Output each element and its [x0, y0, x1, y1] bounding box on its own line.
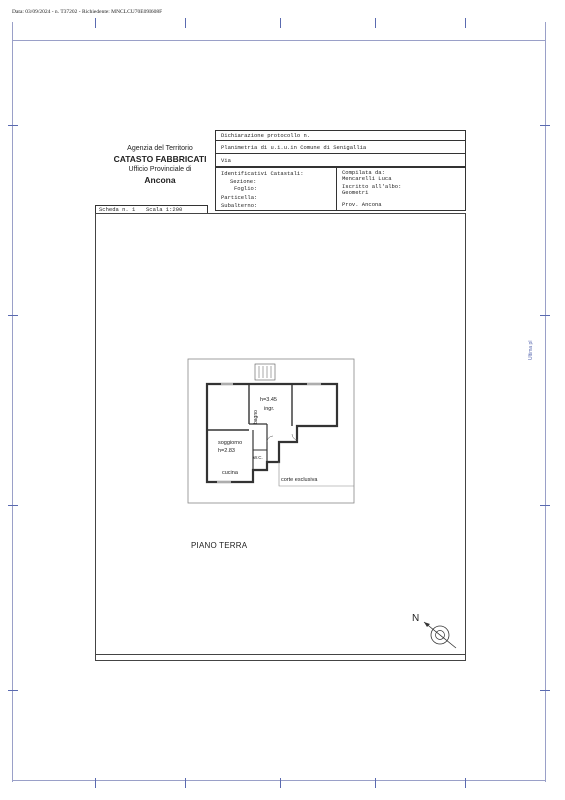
agency-heading	[100, 144, 220, 186]
scheda-label: Scheda n. 1	[99, 206, 136, 213]
guide-line-left	[12, 22, 13, 782]
via-field: Via	[221, 157, 231, 164]
margin-tick	[465, 778, 466, 788]
margin-tick	[8, 315, 18, 316]
corte-label: corte esclusiva	[281, 477, 318, 483]
compiled-by-label: Compilata da:	[342, 169, 385, 176]
identifiers-title: Identificativi Catastali:	[221, 170, 304, 177]
protocol-field: Dichiarazione protocollo n.	[221, 132, 311, 139]
margin-tick	[185, 18, 186, 28]
margin-tick	[185, 778, 186, 788]
margin-tick	[8, 505, 18, 506]
sezione-label: Sezione:	[230, 178, 257, 185]
agency-name: Agenzia del Territorio	[127, 145, 193, 152]
margin-tick	[375, 778, 376, 788]
soggiorno-label: soggiorno	[218, 440, 243, 446]
floor-plan	[187, 358, 355, 504]
profession-label: Geometri	[342, 189, 369, 196]
scala-label: Scala 1:200	[146, 206, 183, 213]
catasto-title: CATASTO FABBRICATI	[113, 154, 207, 164]
frame-bottom-rule	[95, 654, 466, 655]
province-label: Prov. Ancona	[342, 201, 382, 208]
particella-label: Particella:	[221, 194, 258, 201]
margin-tick	[95, 778, 96, 788]
wc-label: W.C.	[253, 455, 263, 460]
declaration-box	[215, 130, 466, 167]
margin-tick	[540, 690, 550, 691]
side-stamp: Ultima pl	[528, 340, 534, 360]
guide-line-right	[545, 22, 546, 782]
margin-tick	[540, 315, 550, 316]
compiler-name: Mencarelli Luca	[342, 175, 392, 182]
cadastral-box	[215, 167, 466, 211]
margin-tick	[540, 505, 550, 506]
margin-tick	[280, 778, 281, 788]
floor-label: PIANO TERRA	[191, 541, 248, 550]
margin-tick	[375, 18, 376, 28]
office-label: Ufficio Provinciale di	[128, 166, 192, 173]
margin-tick	[8, 690, 18, 691]
guide-line-top	[12, 40, 546, 41]
cucina-label: cucina	[222, 470, 238, 476]
margin-tick	[280, 18, 281, 28]
foglio-label: Foglio:	[234, 185, 258, 192]
stair-hatch	[255, 364, 275, 380]
office-city: Ancona	[144, 175, 176, 185]
north-label: N	[412, 613, 420, 624]
height-main-label: h=3.45	[260, 397, 277, 403]
subalterno-label: Subalterno:	[221, 202, 258, 209]
margin-tick	[465, 18, 466, 28]
registered-label: Iscritto all'albo:	[342, 183, 402, 190]
request-stamp: Data: 03/09/2024 - n. T37202 - Richiedente: MNCLCU70E09I608F	[12, 9, 163, 15]
ingr-label: ingr.	[264, 406, 275, 412]
margin-tick	[8, 125, 18, 126]
margin-tick	[95, 18, 96, 28]
north-arrow-icon	[422, 620, 458, 650]
margin-tick	[540, 125, 550, 126]
height-soggiorno-label: h=2.83	[218, 448, 235, 454]
bagno-label: bagno	[253, 410, 259, 424]
planimetry-field: Planimetria di u.i.u.in Comune di Senigallia	[221, 144, 367, 151]
